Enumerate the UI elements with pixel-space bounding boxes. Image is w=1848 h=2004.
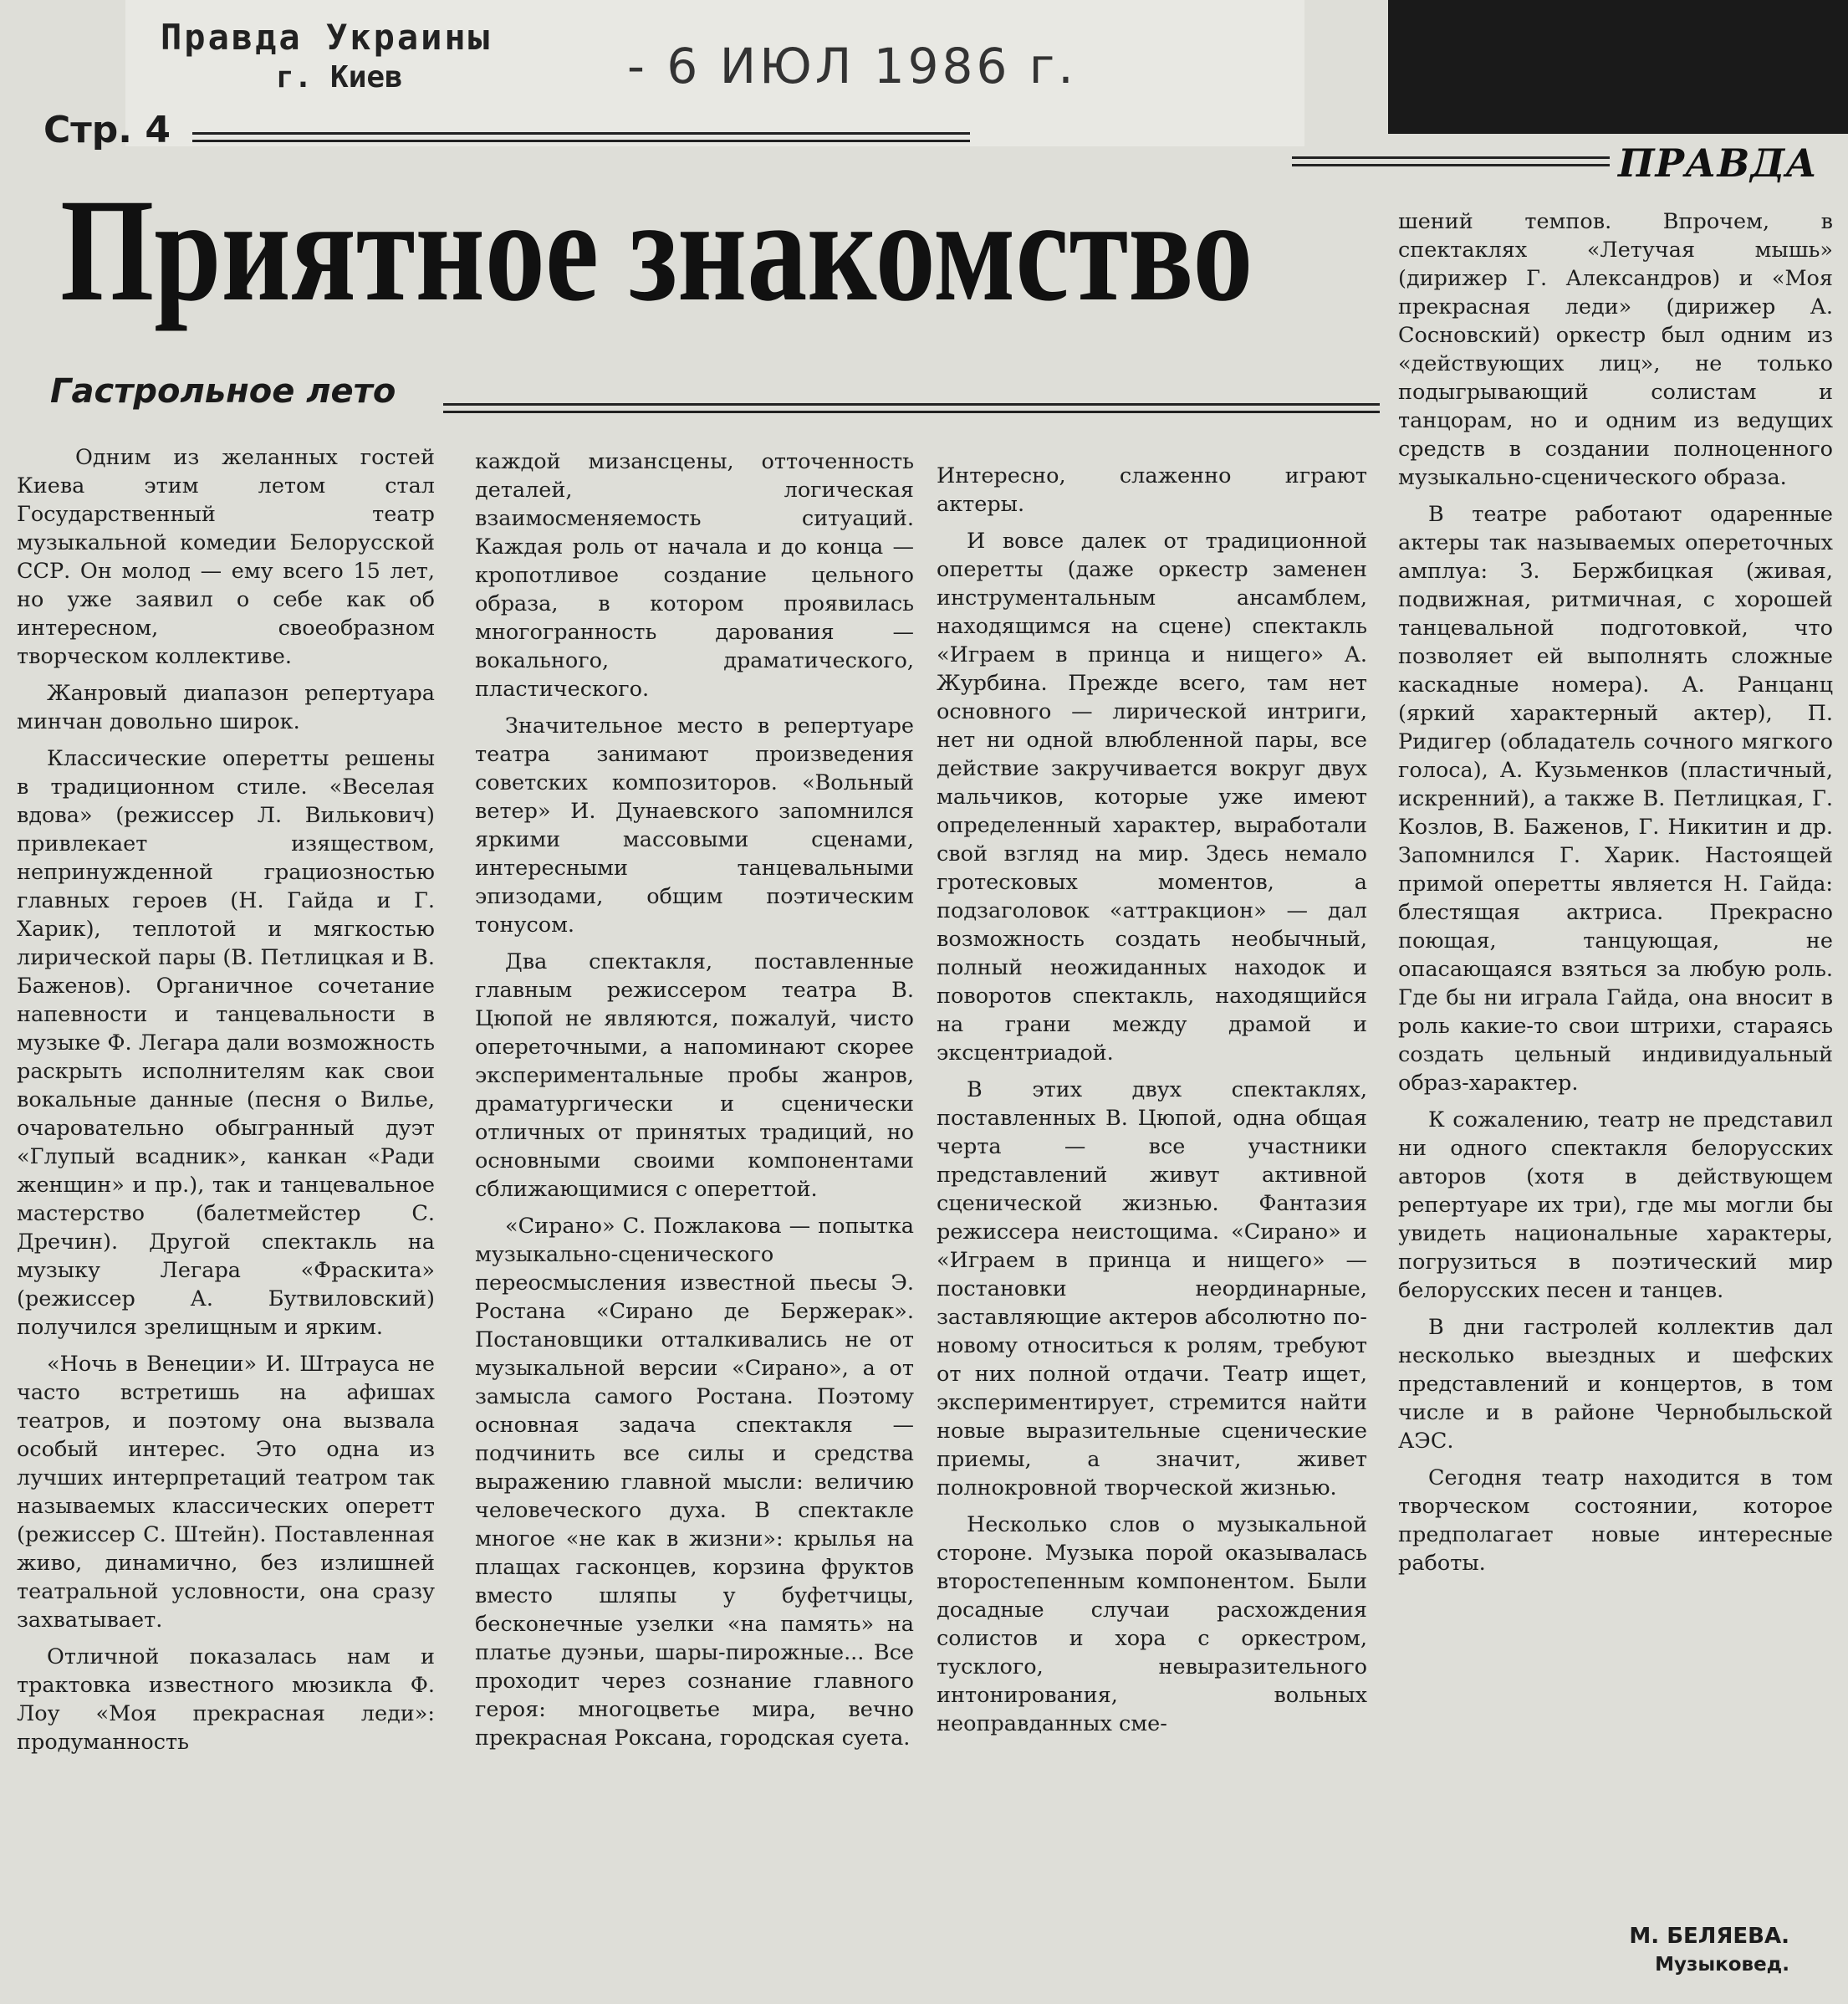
stamp-city: г. Киев	[276, 60, 403, 95]
author-role: Музыковед.	[1655, 1954, 1789, 1976]
stamp-date: - 6 ИЮЛ 1986 г.	[627, 38, 1077, 95]
article-paragraph: Несколько слов о музыкальной стороне. Музыка порой оказывалась второстепенным компонентом. Были досадные случаи расхождения солистов и хора с оркестром, тусклого, невыразительного интонирования, вольных неоправданных сме-	[937, 1512, 1367, 1736]
article-paragraph: шений темпов. Впрочем, в спектаклях «Летучая мышь» (дирижер Г. Александров) и «Моя прекрасная леди» (дирижер А. Сосновский) оркестр был одним из «действующих лиц», не только подыгрывающий солистам и танцорам, но и одним из ведущих средств в создании полноценного музыкально-сценического образа.	[1398, 209, 1833, 490]
article-paragraph: Значительное место в репертуаре театра занимают произведения советских композиторов. «Вольный ветер» И. Дунаевского запомнился яркими массовыми сценами, интересными танцевальными эпизодами, общим поэтическим тонусом.	[475, 713, 914, 938]
author-signature	[1522, 1922, 1789, 1979]
article-column-2	[475, 447, 914, 1761]
article-paragraph: Одним из желанных гостей Киева этим летом стал Государственный театр музыкальной комедии Белорусской ССР. Он молод — ему всего 15 лет, но уже заявил о себе как об интересном, своеобразном творческом коллективе.	[17, 445, 435, 669]
page-number-label: Стр. 4	[43, 109, 171, 151]
article-paragraph: В дни гастролей коллектив дал несколько выездных и шефских представлений и концертов, в том числе и в районе Чернобыльской АЭС.	[1398, 1315, 1833, 1454]
article-paragraph: Интересно, слаженно играют актеры.	[937, 463, 1367, 517]
masthead-rule	[1292, 156, 1610, 166]
article-paragraph: К сожалению, театр не представил ни одного спектакля белорусских авторов (хотя в действующем репертуаре их три), где мы могли бы увидеть национальные характеры, погрузиться в поэтический мир белорусских песен и танцев.	[1398, 1107, 1833, 1303]
newspaper-masthead: ПРАВДА	[1618, 141, 1818, 186]
article-column-4	[1398, 207, 1833, 1586]
article-paragraph: Сегодня театр находится в том творческом состоянии, которое предполагает новые интересные работы.	[1398, 1465, 1833, 1576]
article-paragraph: В этих двух спектаклях, поставленных В. Цюпой, одна общая черта — все участники представлений живут активной сценической жизнью. Фантазия режиссера неистощима. «Сирано» и «Играем в принца и нищего» — постановки неординарные, заставляющие актеров абсолютно по-новому относиться к ролям, требуют от них полной отдачи. Театр ищет, экспериментирует, стремится найти новые выразительные сценические приемы, а значит, живет полнокровной творческой жизнью.	[937, 1077, 1367, 1500]
article-paragraph: «Ночь в Венеции» И. Штрауса не часто встретишь на афишах театров, и поэтому она вызвала особый интерес. Это одна из лучших интерпретаций театром так называемых классических оперетт (режиссер С. Штейн). Поставленная живо, динамично, без излишней театральной условности, она сразу захватывает.	[17, 1352, 435, 1633]
article-headline: Приятное знакомство	[60, 169, 1253, 332]
stamp-newspaper-title: Правда Украины	[161, 17, 493, 58]
article-column-1	[17, 443, 435, 1765]
kicker-rule	[443, 403, 1380, 413]
article-kicker: Гастрольное лето	[50, 372, 396, 411]
article-paragraph: В театре работают одаренные актеры так называемых опереточных амплуа: З. Бержбицкая (живая, подвижная, ритмичная, с хорошей танцевальной подготовкой, что позволяет ей выполнять сложные каскадные номера). А. Ранцанц (яркий характерный актер), П. Ридигер (обладатель сочного мягкого голоса), А. Кузьменков (пластичный, искренний), а также В. Петлицкая, Г. Козлов, В. Баженов, Г. Никитин и др. Запомнился Г. Харик. Настоящей примой оперетты является Н. Гайда: блестящая актриса. Прекрасно поющая, танцующая, не опасающаяся взяться за любую роль. Где бы ни играла Гайда, она вносит в роль какие-то свои штрихи, стараясь создать цельный индивидуальный образ-характер.	[1398, 502, 1833, 1096]
article-paragraph: Два спектакля, поставленные главным режиссером театра В. Цюпой не являются, пожалуй, чисто опереточными, а напоминают скорее экспериментальные пробы жанров, драматургически и сценически отличных от принятых традиций, но основными своими компонентами сближающимися с опереттой.	[475, 949, 914, 1202]
article-paragraph: И вовсе далек от традиционной оперетты (даже оркестр заменен инструментальным ансамблем, находящимся на сцене) спектакль «Играем в принца и нищего» А. Журбина. Прежде всего, там нет основного — лирической интриги, нет ни одной влюбленной пары, все действие закручивается вокруг двух мальчиков, которые уже имеют определенный характер, выработали свой взгляд на мир. Здесь немало гротесковых моментов, а подзаголовок «аттракцион» — дал возможность создать необычный, полный неожиданных находок и поворотов спектакль, находящийся на грани между драмой и эксцентриадой.	[937, 529, 1367, 1066]
author-name: М. БЕЛЯЕВА.	[1629, 1924, 1789, 1949]
article-paragraph: «Сирано» С. Пожлакова — попытка музыкально-сценического переосмысления известной пьесы Э. Ростана «Сирано де Бержерак». Постановщики отталкивались не от музыкальной версии «Сирано», а от замысла самого Ростана. Поэтому основная задача спектакля — подчинить все силы и средства выражению главной мысли: величию человеческого духа. В спектакле многое «не как в жизни»: крылья на плащах гасконцев, корзина фруктов вместо шляпы у буфетчицы, бесконечные узелки «на память» на платье дуэньи, шары-пирожные... Все проходит через сознание главного героя: многоцветье мира, вечно прекрасная Роксана, городская суета.	[475, 1214, 914, 1751]
article-paragraph: Отличной показалась нам и трактовка известного мюзикла Ф. Лоу «Моя прекрасная леди»: продуманность	[17, 1644, 435, 1755]
article-paragraph: каждой мизансцены, отточенность деталей, логическая взаимосменяемость ситуаций. Каждая роль от начала и до конца — кропотливое создание цельного образа, в котором проявилась многогранность дарования — вокального, драматического, пластического.	[475, 449, 914, 702]
article-column-3	[937, 462, 1367, 1746]
article-paragraph: Жанровый диапазон репертуара минчан довольно широк.	[17, 681, 435, 734]
article-paragraph: Классические оперетты решены в традиционном стиле. «Веселая вдова» (режиссер Л. Вилькович) привлекает изяществом, непринужденной грациозностью главных героев (Н. Гайда и Г. Харик), теплотой и мягкостью лирической пары (В. Петлицкая и В. Баженов). Органичное сочетание напевности и танцевальности в музыке Ф. Легара дали возможность раскрыть исполнителям как свои вокальные данные (песня о Вилье, очаровательно обыгранный дуэт «Глупый всадник», канкан «Ради женщин» и пр.), так и танцевальное мастерство (балетмейстер С. Дречин). Другой спектакль на музыку Легара «Фраскита» (режиссер А. Бутвиловский) получился зрелищным и ярким.	[17, 746, 435, 1340]
page-rule	[192, 132, 970, 142]
